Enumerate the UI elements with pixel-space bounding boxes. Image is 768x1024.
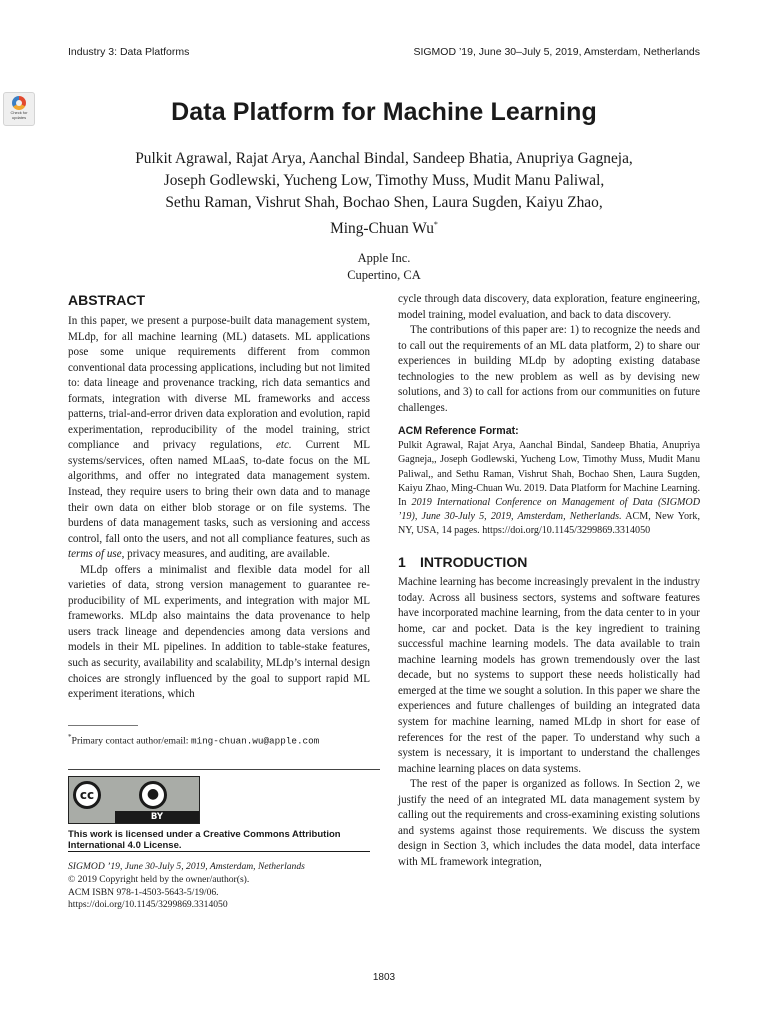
affiliation-org: Apple Inc. [357,251,411,265]
author-line: Pulkit Agrawal, Rajat Arya, Aanchal Bindal, Sandeep Bhatia, Anupriya Gagneja, [135,150,633,167]
reference-text: ACM, New York, NY, USA, 14 pages. https://doi.org/10.1145/3299869.3314050 [398,510,700,536]
abstract-text-italic: terms of use [68,548,122,561]
doi-link[interactable]: https://doi.org/10.1145/3299869.3314050 [68,899,228,911]
intro-paragraph-2: The rest of the paper is organized as follows. In Section 2, we justify the need of an integrated ML data management system by calling out the requirements and cross-examining existing solutions and systems against those requirements. We discuss the system design in Section 3, which includes the data model, data interface with ML framework integration, [398,778,700,868]
conference-venue: SIGMOD ’19, June 30-July 5, 2019, Amsterdam, Netherlands [68,860,305,872]
acm-reference-heading: ACM Reference Format: [398,425,519,438]
author-line: Sethu Raman, Vishrut Shah, Bochao Shen, Laura Sugden, Kaiyu Zhao, [165,194,603,211]
affiliation-location: Cupertino, CA [347,268,421,282]
reference-venue-italic: 2019 International Conference on Management of Data (SIGMOD ’19), June 30-July 5, 2019, Amsterdam, Netherlands. [398,496,700,522]
reference-text: Pulkit Agrawal, Rajat Arya, Aanchal Bindal, Sandeep Bhatia, Anupriya Gagneja,, Joseph Godlewski, Yucheng Low, Timothy Muss, Mudit Manu Paliwal,, and Sethu Raman, Vishrut Shah, Bochao Shen, Laura Sugden, Kaiyu Zhao, Ming-Chuan Wu. 2019. Data Platform for Machine Learning. In [398,440,700,508]
author-footnote-mark: * [433,220,438,229]
paper-title: Data Platform for Machine Learning [171,98,597,126]
section-number: 1 [398,554,406,571]
abstract-text: In this paper, we present a purpose-built data management system, MLdp, for all machine learning (ML) datasets. ML applications pose some unique requirements different from common conventional data processing applications, including but not limited to: data lineage and provenance tracking, rich data semantics and formats, integration with diverse ML frameworks and access patterns, trial-and-error driven data exploration and evolution, rapid experimentation, reproducibility of the model training, strict compliance and privacy regulations, [68,315,370,452]
abstract-paragraph-1 [68,314,370,563]
contributions-paragraph: The contributions of this paper are: 1) to recognize the needs and to call out the requirements of an ML data platform, 2) to share our experiences in building MLdp by adopting existing database technologies to the new problem as well as by devising new solutions, and 3) to call for actions from our communities on future challenges. [398,324,700,414]
author-line [60,214,708,240]
running-head-left: Industry 3: Data Platforms [68,46,190,58]
right-column [398,292,700,870]
intro-paragraph-1: Machine learning has become increasingly prevalent in the industry today. Across all business sectors, systems and software features have incorporated machine learning, from the data center to in your home, car and pocket. Data is the key ingredient to training successful machine learning models. The data available to train machine learning models has grown tremendously over the last decade, but no systems to support these needs holistically had emerged at the time we sought a solution. In this paper we share the experiences and future challenges of building an integrated data system for machine learning, named MLdp in short for ease of references for the rest of the paper. To understand why such a system is necessary, it is important to understand the challenges machine learning places on data systems. [398,576,700,775]
check-for-updates-label: Check for updates [10,110,28,120]
acm-reference-text [398,439,700,538]
corresponding-author: Ming-Chuan Wu [330,220,434,238]
license-divider [68,769,380,770]
page-number: 1803 [372,972,396,983]
abstract-continuation: cycle through data discovery, data exploration, feature engineering, model training, model evaluation, and back to data discovery. [398,293,700,321]
author-list [60,148,708,240]
footnote-text: Primary contact author/email: [71,734,191,746]
abstract-text: Current ML systems/services, often named MLaaS, to-date focus on the ML algorithms, and offer no integrated data management system. Instead, they require users to bring their own data and to manage their own data on either blob storage or on file systems. The burdens of data management tasks, such as versioning and access control, fall onto the users, and not all compliance features, such as [68,439,371,545]
footnote [68,731,370,747]
running-head-right: SIGMOD ’19, June 30–July 5, 2019, Amsterdam, Netherlands [413,46,700,58]
license-link[interactable]: This work is licensed under a Creative Commons Attribution International 4.0 License. [68,829,370,852]
left-column [68,292,370,912]
acm-isbn: ACM ISBN 978-1-4503-5643-5/19/06. [68,886,219,898]
author-line: Joseph Godlewski, Yucheng Low, Timothy Muss, Mudit Manu Paliwal, [163,172,605,189]
footnote-divider [68,725,138,726]
contact-email-link[interactable]: ming-chuan.wu@apple.com [190,734,320,746]
copyright-notice: © 2019 Copyright held by the owner/author(s). [68,873,250,885]
abstract-text: , privacy measures, and auditing, are available. [121,548,330,561]
creative-commons-icon: cc [73,781,101,809]
conference-info [68,861,370,912]
footnote-mark: * [68,732,72,741]
cc-by-license-badge[interactable] [68,776,200,824]
introduction-heading [398,554,700,570]
affiliation [0,250,768,284]
attribution-person-icon: ● [139,781,167,809]
abstract-paragraph-2: MLdp offers a minimalist and flexible data model for all varieties of data, strong version management to guarantee re-producibility of ML experiments, and integration with major ML frameworks. MLdp also maintains the data provenance to help users track lineage and dependencies among data versions and models in their ML pipelines. In addition to table-stake features, such as security, availability and scalability, MLdp’s internal design choices are strongly influenced by the goal to support rapid ML experiment iterations, which [68,563,370,701]
abstract-text-italic: etc. [276,439,292,452]
by-label: BY [150,811,164,822]
abstract-heading: ABSTRACT [68,292,145,308]
section-title: INTRODUCTION [420,554,528,571]
